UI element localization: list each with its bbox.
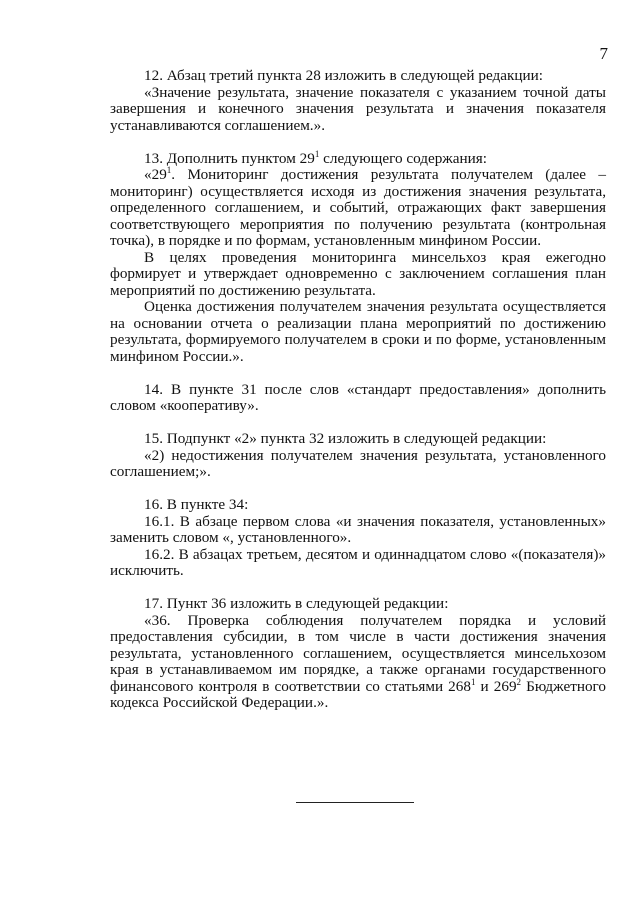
item-12-text: «Значение результата, значение показателя с указанием точной даты завершения и конечного значения результата и значения показателя устанавливаются соглашением.». [110,83,606,134]
item-16-title: 16. В пункте 34: [144,496,249,513]
item-12-title: 12. Абзац третий пункта 28 изложить в следующей редакции: [144,67,543,84]
closing-divider-line [296,802,414,803]
item-14-text: 14. В пункте 31 после слов «стандарт предоставления» дополнить словом «кооперативу». [110,380,606,414]
item-17-text: «36. Проверка соблюдения получателем порядка и условий предоставления субсидии, в том числе в части достижения значения результата, установленного соглашением, осуществляется минсельхозом края в устанавливаемом им порядке, а также органами государственного финансового контроля в соответствии со статьями $268^1$ и $269^2$ Бюджетного кодекса Российской Федерации.». [110,611,606,711]
document-body [110,68,606,712]
item-13-paragraph-3: Оценка достижения получателем значения результата осуществляется на основании отчета о реализации плана мероприятий по достижению результата, формируемого получателем в сроки и по форме, установленным минфином России.». [110,298,606,365]
item-13-paragraph-2: В целях проведения мониторинга минсельхоз края ежегодно формирует и утверждает одновременно с заключением соглашения план мероприятий по достижению результата. [110,248,606,299]
item-16-1-text: 16.1. В абзаце первом слова «и значения показателя, установленных» заменить словом «, установленного». [110,512,606,546]
page-number: 7 [599,44,608,63]
item-17-title: 17. Пункт 36 изложить в следующей редакции: [144,595,449,612]
item-13-title: 13. Дополнить пунктом $29^1$ следующего содержания: [144,148,487,167]
item-15-text: «2) недостижения получателем значения результата, установленного соглашением;». [110,446,606,480]
item-15-title: 15. Подпункт «2» пункта 32 изложить в следующей редакции: [144,430,547,447]
item-16-2-text: 16.2. В абзацах третьем, десятом и одиннадцатом слово «(показателя)» исключить. [110,545,606,579]
item-13-paragraph-1: «$29^1$. Мониторинг достижения результата получателем (далее – мониторинг) осуществляется исходя из достижения значения результата, определенного соглашением, и событий, отражающих факт завершения соответствующего мероприятия по получению результата (контрольная точка), в порядке и по формам, установленным минфином России. [110,165,606,249]
